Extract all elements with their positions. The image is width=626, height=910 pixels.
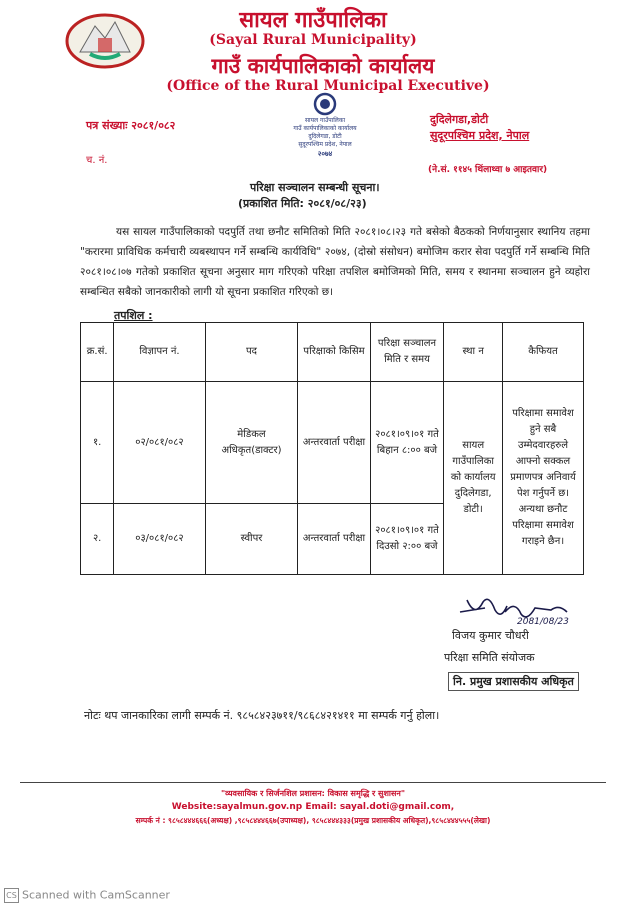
dispatch-number: च. नं. [86,155,108,166]
svg-text:सुदूरपश्चिम प्रदेश, नेपाल: सुदूरपश्चिम प्रदेश, नेपाल [298,141,352,148]
cell-sn: २. [81,504,114,575]
cell-exam-type: अन्तरवार्ता परीक्षा [298,504,370,575]
letter-reference-number: पत्र संख्याः २०८१/०८२ [86,119,176,132]
col-header-exam-type: परिक्षाको किसिम [298,323,370,382]
cell-remarks: परिक्षामा समावेश हुने सबै उम्मेदवारहरुले आफ्नो सक्कल प्रमाणपत्र अनिवार्य पेश गर्नुपर्ने छ। अन्यथा छनौट परिक्षामा समावेश गराइने छैन। [503,382,584,575]
office-name-np: गाउँ कार्यपालिकाको कार्यालय [211,54,435,78]
cell-place: सायल गाउँपालिका को कार्यालय दुदिलेगडा, डोटी। [444,382,503,575]
published-date: (प्रकाशित मिति: २०८१/०८/२३) [238,197,367,210]
cell-sn: १. [81,382,114,504]
camscanner-logo-icon: CS [4,888,19,903]
col-header-post: पद [205,323,298,382]
address-line-2: सुदूरपश्चिम प्रदेश, नेपाल [430,129,530,142]
municipality-name-en: (Sayal Rural Municipality) [209,32,417,48]
exam-schedule-table [80,322,584,575]
svg-text:सायल गाउँपालिका: सायल गाउँपालिका [304,117,346,124]
details-label: तपशिल : [114,309,153,322]
signatory-name: विजय कुमार चौधरी [452,629,529,642]
col-header-ad-no: विज्ञापन नं. [114,323,205,382]
footer-website-email: Website:sayalmun.gov.np Email: sayal.doti@gmail.com, [171,802,455,812]
cell-post: स्वीपर [205,504,298,575]
cell-datetime: २०८१।०९।०१ गते दिउसो २:०० बजे [370,504,444,575]
cell-post: मेडिकल अधिकृत(डाक्टर) [205,382,298,504]
col-header-datetime: परिक्षा सञ्चालन मिति र समय [370,323,444,382]
office-name-en: (Office of the Rural Municipal Executive) [166,78,490,94]
scanner-watermark [4,888,170,903]
nepal-sambat-date: (ने.सं. ११४५ थिंलाथ्वा ७ आइतवार) [428,165,548,175]
col-header-sn: क्र.सं. [81,323,114,382]
cell-ad-no: ०२/०८१/०८२ [114,382,205,504]
office-seal [270,90,380,162]
address-line-1: दुदिलेगडा,डोटी [430,113,489,126]
designation-stamp: नि. प्रमुख प्रशासकीय अधिकृत [448,672,579,691]
col-header-remarks: कैफियत [503,323,584,382]
col-header-place: स्था न [444,323,503,382]
notice-body: यस सायल गाउँपालिकाको पदपुर्ति तथा छनौट समितिको मिति २०८१।०८।२३ गते बसेको बैठकको निर्णयानुसार स्थानिय तहमा "करारमा प्राविधिक कर्मचारी व्यबस्थापन गर्ने सम्बन्धि कार्यविधि" २०७४, (दोस्रो संसोधन) बमोजिम करार सेवा पदपुर्ति गर्ने सम्बन्धि मिति २०८१।०८।०७ गतेको प्रकाशित सूचना अनुसार माग गरिएको परिक्षा तपशिल बमोजिमको मिति, समय र स्थानमा सञ्चालन हुने व्यहोरा सम्बन्धित सबैको जानकारीको लागी यो सूचना प्रकाशित गरिएको छ। [80,226,590,298]
signatory-role: परिक्षा समिति संयोजक [444,651,535,664]
table-header-row [81,323,584,382]
footer-divider [20,782,606,783]
svg-text:२०७४: २०७४ [317,150,333,158]
cell-ad-no: ०३/०८१/०८२ [114,504,205,575]
scanner-text: Scanned with CamScanner [22,888,170,902]
cell-datetime: २०८१।०९।०१ गते बिहान ८:०० बजे [370,382,444,504]
contact-note: नोटः थप जानकारिका लागी सम्पर्क नं. ९८५८४२३७११/९८६८४२१४११ मा सम्पर्क गर्नु होला। [84,709,440,722]
municipality-name-np: सायल गाउँपालिका [239,8,387,33]
table-row [81,382,584,504]
footer-contacts: सम्पर्क नं : ९८५८४४४६६६(अध्यक्ष) ,९८५८४४४६६७(उपाध्यक्ष), ९८५८४४४३३३(प्रमुख प्रशासकीय अधिकृत),९८५८४४४५५५(लेखा) [135,816,491,825]
footer-slogan: "व्यवसायिक र सिर्जनशिल प्रशासन: विकास समृद्धि र सुशासन" [220,789,405,798]
svg-text:गाउँ कार्यपालिकाको कार्यालय: गाउँ कार्यपालिकाको कार्यालय [293,125,357,132]
notice-subject: परिक्षा सञ्चालन सम्बन्धी सूचना। [250,181,380,194]
svg-text:दुदिलेगडा, डोटी: दुदिलेगडा, डोटी [308,133,342,140]
svg-text:2081/08/23: 2081/08/23 [517,617,569,627]
cell-exam-type: अन्तरवार्ता परीक्षा [298,382,370,504]
handwritten-signature [455,590,575,630]
